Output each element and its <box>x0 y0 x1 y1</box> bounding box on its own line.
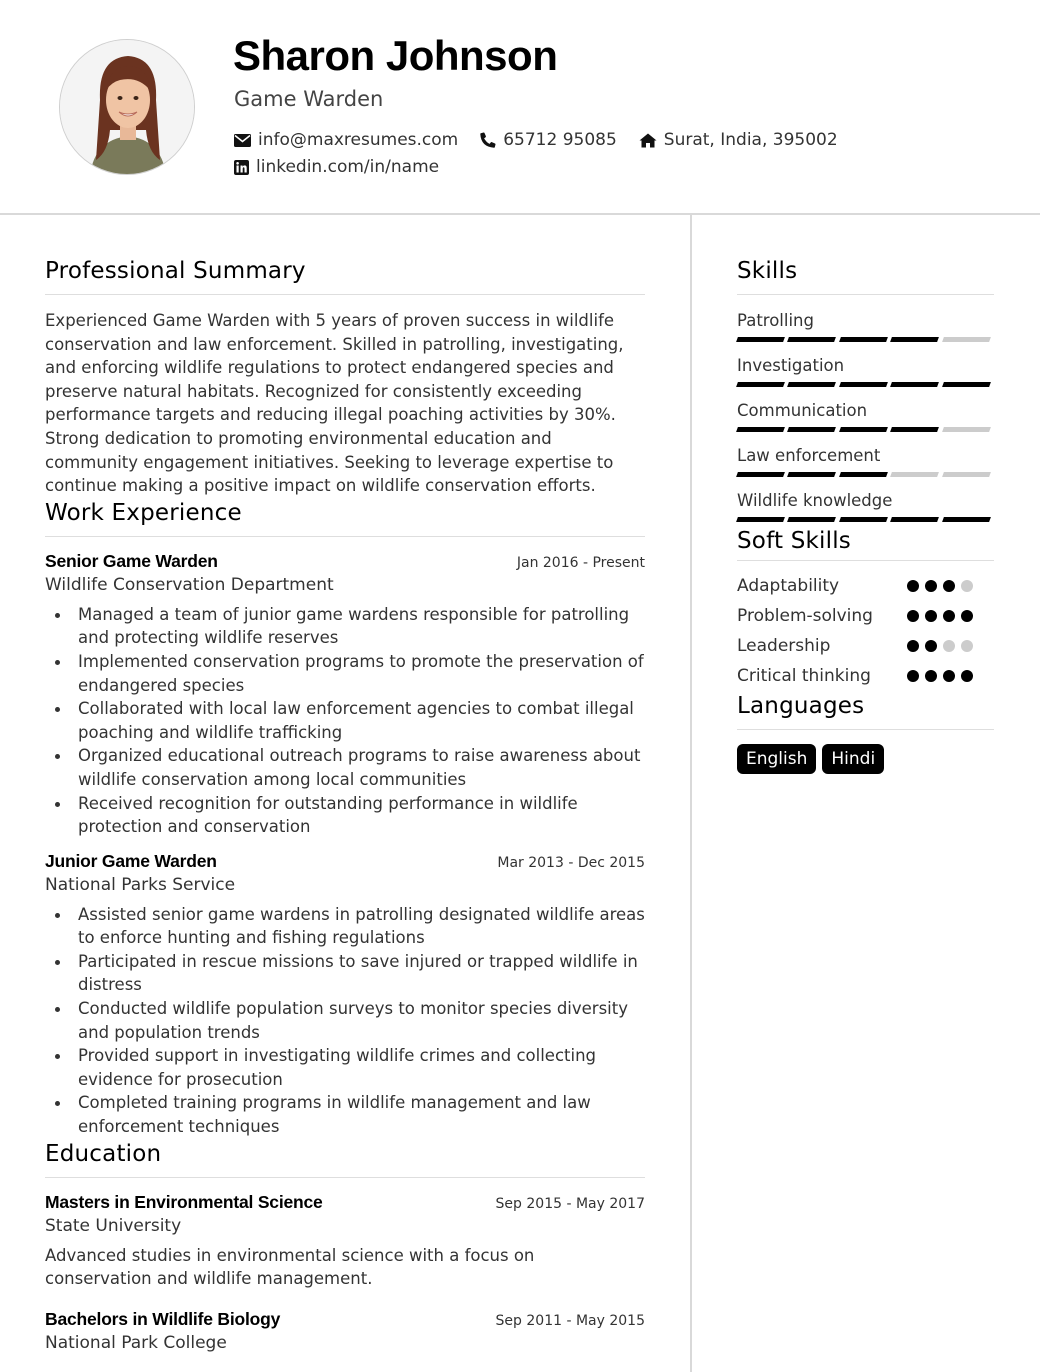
job-organization: National Parks Service <box>45 874 236 895</box>
avatar-portrait-icon <box>60 40 195 175</box>
phone-text: 65712 95085 <box>503 130 617 150</box>
language-tag: Hindi <box>822 744 884 774</box>
job-role: Senior Game Warden <box>45 550 218 571</box>
job-date: Jan 2016 - Present <box>516 554 645 571</box>
skill-level-segment <box>890 517 939 522</box>
skill-level-bar <box>737 517 994 522</box>
skill-level-segment <box>890 427 939 432</box>
skill-item <box>737 311 994 342</box>
list-item: Collaborated with local law enforcement agencies to combat illegal poaching and wildlife trafficking <box>78 697 645 744</box>
skill-level-segment <box>890 472 939 477</box>
language-tag: English <box>737 744 816 774</box>
skill-name: Patrolling <box>737 311 814 330</box>
list-item: Completed training programs in wildlife management and law enforcement techniques <box>78 1091 645 1138</box>
languages-list <box>737 744 994 774</box>
rating-dot <box>907 580 919 592</box>
degree-name: Masters in Environmental Science <box>45 1191 323 1212</box>
skill-level-bar <box>737 337 994 342</box>
education-heading: Education <box>45 1141 645 1178</box>
contact-row-primary <box>234 130 860 150</box>
school-name: National Park College <box>45 1332 227 1353</box>
job-organization: Wildlife Conservation Department <box>45 574 334 595</box>
soft-skills-heading: Soft Skills <box>737 528 851 554</box>
skill-level-segment <box>787 472 836 477</box>
soft-skill-item <box>737 631 994 661</box>
linkedin-icon <box>234 160 249 175</box>
skill-level-segment <box>890 382 939 387</box>
rating-dot <box>907 640 919 652</box>
skill-item <box>737 356 994 387</box>
job-bullets <box>45 903 645 1139</box>
education-date: Sep 2015 - May 2017 <box>495 1195 645 1212</box>
envelope-icon <box>234 134 251 147</box>
skill-level-bar <box>737 472 994 477</box>
soft-skill-item <box>737 571 994 601</box>
education-entry <box>45 1309 645 1353</box>
skill-level-segment <box>942 517 991 522</box>
column-divider <box>690 215 692 1372</box>
skill-level-segment <box>787 517 836 522</box>
email-text: info@maxresumes.com <box>258 130 459 150</box>
languages-heading: Languages <box>737 693 994 730</box>
experience-heading: Work Experience <box>45 500 645 537</box>
skill-level-segment <box>736 427 785 432</box>
contact-email[interactable] <box>234 130 458 150</box>
rating-dot <box>961 640 973 652</box>
job-date: Mar 2013 - Dec 2015 <box>497 854 645 871</box>
soft-skills-list <box>737 560 994 691</box>
list-item: Implemented conservation programs to promote the preservation of endangered species <box>78 650 645 697</box>
rating-dot <box>907 610 919 622</box>
skill-name: Wildlife knowledge <box>737 491 893 510</box>
job-bullets <box>45 603 645 839</box>
linkedin-text: linkedin.com/in/name <box>256 157 440 177</box>
avatar <box>59 39 195 175</box>
soft-skill-name: Critical thinking <box>737 666 871 686</box>
job-entry <box>45 551 645 839</box>
rating-dot <box>925 670 937 682</box>
list-item: Conducted wildlife population surveys to monitor species diversity and population trends <box>78 997 645 1044</box>
skill-level-segment <box>839 427 888 432</box>
skill-level-segment <box>787 427 836 432</box>
rating-dot <box>961 580 973 592</box>
soft-skill-rating <box>907 580 979 592</box>
rating-dot <box>943 670 955 682</box>
education-description: Advanced studies in environmental science with a focus on conservation and wildlife management. <box>45 1245 535 1289</box>
contact-location <box>639 130 838 150</box>
skill-level-segment <box>736 337 785 342</box>
skill-level-segment <box>839 382 888 387</box>
rating-dot <box>907 670 919 682</box>
skill-level-segment <box>942 382 991 387</box>
contact-phone[interactable] <box>480 130 617 150</box>
soft-skill-rating <box>907 610 979 622</box>
contact-row-secondary <box>234 157 461 177</box>
rating-dot <box>943 640 955 652</box>
school-name: State University <box>45 1215 182 1236</box>
degree-name: Bachelors in Wildlife Biology <box>45 1308 281 1329</box>
list-item: Received recognition for outstanding performance in wildlife protection and conservation <box>78 792 645 839</box>
rating-dot <box>925 640 937 652</box>
soft-skill-item <box>737 661 994 691</box>
skill-level-segment <box>736 472 785 477</box>
skills-list <box>737 311 994 522</box>
skill-level-segment <box>736 517 785 522</box>
resume-header <box>0 0 1040 215</box>
job-entry <box>45 851 645 1139</box>
summary-text: Experienced Game Warden with 5 years of proven success in wildlife conservation and law enforcement. Skilled in patrolling, investigating, and enforcing wildlife regulations to protect endangered species and preserve natural habitats. Recognized for consistently exceeding performance targets and reducing illegal poaching activities by 30%. Strong dedication to promoting environmental education and community engagement initiatives. Seeking to leverage expertise to continue making a positive impact on wildlife conservation efforts. <box>45 311 624 496</box>
education-date: Sep 2011 - May 2015 <box>495 1312 645 1329</box>
soft-skill-rating <box>907 670 979 682</box>
skill-level-segment <box>787 382 836 387</box>
skill-level-segment <box>942 472 991 477</box>
skill-item <box>737 491 994 522</box>
soft-skill-name: Problem-solving <box>737 606 873 626</box>
side-column <box>737 258 994 774</box>
skill-name: Communication <box>737 401 868 420</box>
rating-dot <box>961 610 973 622</box>
list-item: Participated in rescue missions to save injured or trapped wildlife in distress <box>78 950 645 997</box>
skill-level-bar <box>737 427 994 432</box>
job-role: Junior Game Warden <box>45 850 217 871</box>
location-text: Surat, India, 395002 <box>663 130 838 150</box>
rating-dot <box>961 670 973 682</box>
skill-level-segment <box>736 382 785 387</box>
skill-level-bar <box>737 382 994 387</box>
skill-level-segment <box>839 337 888 342</box>
skills-heading: Skills <box>737 258 994 295</box>
contact-linkedin[interactable] <box>234 157 439 177</box>
rating-dot <box>925 610 937 622</box>
skill-level-segment <box>839 517 888 522</box>
home-icon <box>639 133 657 148</box>
rating-dot <box>943 580 955 592</box>
soft-skill-item <box>737 601 994 631</box>
skill-level-segment <box>890 337 939 342</box>
soft-skill-name: Adaptability <box>737 576 840 596</box>
skill-level-segment <box>942 427 991 432</box>
summary-heading: Professional Summary <box>45 258 645 295</box>
rating-dot <box>943 610 955 622</box>
skill-item <box>737 401 994 432</box>
education-entry <box>45 1192 645 1291</box>
skill-name: Law enforcement <box>737 446 881 465</box>
list-item: Managed a team of junior game wardens responsible for patrolling and protecting wildlife reserves <box>78 603 645 650</box>
soft-skill-rating <box>907 640 979 652</box>
candidate-name: Sharon Johnson <box>233 32 558 79</box>
skill-name: Investigation <box>737 356 845 375</box>
rating-dot <box>925 580 937 592</box>
candidate-title: Game Warden <box>234 87 384 111</box>
list-item: Organized educational outreach programs to raise awareness about wildlife conservation among local communities <box>78 744 645 791</box>
skill-item <box>737 446 994 477</box>
skill-level-segment <box>839 472 888 477</box>
skill-level-segment <box>787 337 836 342</box>
skill-level-segment <box>942 337 991 342</box>
list-item: Assisted senior game wardens in patrolling designated wildlife areas to enforce hunting and fishing regulations <box>78 903 645 950</box>
main-column <box>45 258 645 1353</box>
phone-icon <box>480 132 496 148</box>
list-item: Provided support in investigating wildlife crimes and collecting evidence for prosecution <box>78 1044 645 1091</box>
soft-skill-name: Leadership <box>737 636 831 656</box>
